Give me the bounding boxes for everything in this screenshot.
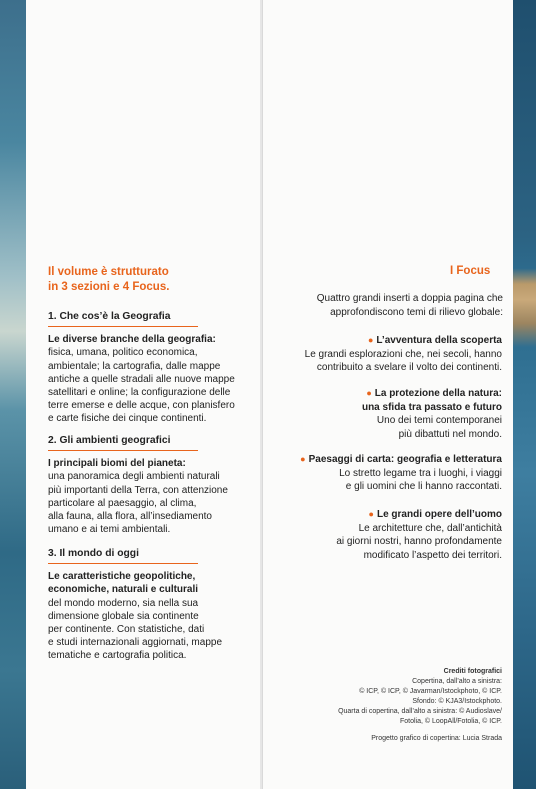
section-subtitle: I principali biomi del pianeta:: [48, 458, 186, 470]
section-line: e carte fisiche dei cinque continenti.: [48, 413, 207, 425]
bullet-icon: ●: [366, 388, 372, 398]
cover-photo-left-strip: [0, 0, 26, 789]
focus-item-opere: ● Le grandi opere dell’uomo Le architetture che, dall’antichità ai giorni nostri, hanno profondamente modificato l’aspetto dei territori.: [336, 509, 502, 561]
section-geografia: [48, 310, 260, 426]
section-title: 1. Che cos’è la Geografia: [48, 310, 198, 327]
photo-credits: Crediti fotografici Copertina, dall’alto a sinistra: © ICP, © ICP, © Javarman/Istockphoto, © ICP. Sfondo: © KJA3/Istockphoto. Quarta di copertina, dall’alto a sinistra: © Audioslave/ Fotolia, © LoopAll/Fotolia, © ICP. Progetto grafico di copertina: Lucia Strada: [287, 667, 502, 744]
focus-intro: Quattro grandi inserti a doppia pagina che approfondiscono temi di rilievo globale:: [316, 293, 503, 318]
section-line: tematiche e cartografia politica.: [48, 650, 187, 662]
focus-item-scoperta: ● L’avventura della scoperta Le grandi esplorazioni che, nei secoli, hanno contribuito a svelare il volto dei continenti.: [304, 335, 502, 373]
section-line: più importanti della Terra, con attenzione: [48, 484, 228, 496]
bullet-icon: ●: [368, 509, 374, 519]
cover-photo-right-strip: [512, 0, 536, 789]
section-line: fisica, umana, politico economica,: [48, 347, 198, 359]
section-title: 2. Gli ambienti geografici: [48, 434, 198, 451]
section-line: per continente. Con statistiche, dati: [48, 624, 205, 636]
section-ambienti: [48, 434, 260, 536]
bullet-icon: ●: [367, 335, 374, 345]
focus-item-paesaggi: ● Paesaggi di carta: geografia e letteratura Lo stretto legame tra i luoghi, i viaggi e gli uomini che li hanno raccontati.: [300, 454, 502, 492]
section-line: terre emerse e delle acque, con planisfero: [48, 400, 235, 412]
section-subtitle: economiche, naturali e culturali: [48, 584, 199, 596]
section-line: ambientale; la cartografia, dalle mappe: [48, 360, 221, 372]
section-mondo-oggi: [48, 547, 260, 663]
lead-heading: Il volume è strutturato in 3 sezioni e 4 Focus.: [48, 266, 170, 293]
section-line: particolare al paesaggio, al clima,: [48, 497, 197, 509]
section-subtitle: Le caratteristiche geopolitiche,: [48, 571, 196, 583]
section-line: umano e ai temi ambientali.: [48, 524, 171, 536]
section-line: una panoramica degli ambienti naturali: [48, 471, 220, 483]
bullet-icon: ●: [300, 454, 306, 464]
section-line: del mondo moderno, sia nella sua: [48, 597, 199, 609]
section-title: 3. Il mondo di oggi: [48, 547, 198, 564]
design-credit: Progetto grafico di copertina: Lucia Strada: [371, 735, 502, 742]
section-subtitle: Le diverse branche della geografia:: [48, 334, 216, 346]
section-line: alla fauna, alla flora, all’insediamento: [48, 511, 212, 523]
section-line: dimensione globale sia continente: [48, 610, 199, 622]
section-line: e studi internazionali aggiornati, mappe: [48, 637, 222, 649]
section-line: satellitari e online; la configurazione delle: [48, 387, 231, 399]
focus-heading: I Focus: [450, 265, 491, 277]
focus-item-natura: ● La protezione della natura: una sfida tra passato e futuro Uno dei temi contemporanei più dibattuti nel mondo.: [361, 388, 502, 440]
section-line: antiche a quelle stradali alle nuove mappe: [48, 373, 235, 385]
